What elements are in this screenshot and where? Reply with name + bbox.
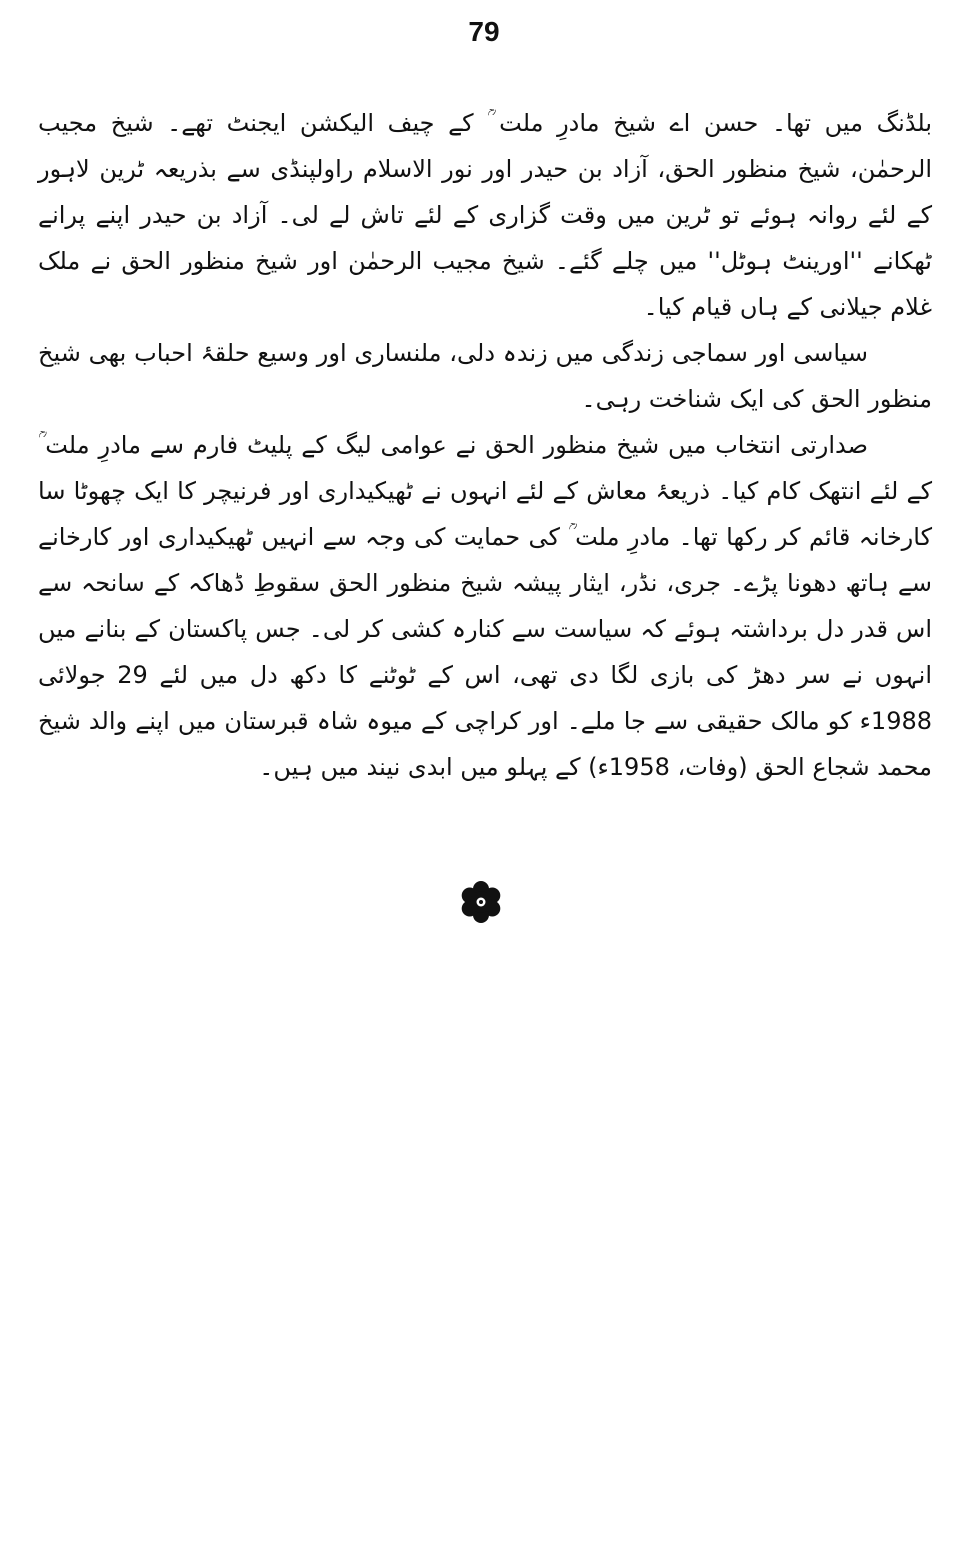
page-number: 79 (468, 16, 500, 47)
paragraph-1: بلڈنگ میں تھا۔ حسن اے شیخ مادرِ ملت ؒ کے چیف الیکشن ایجنٹ تھے۔ شیخ مجیب الرحمٰن، شیخ منظور الحق، آزاد بن حیدر اور نور الاسلام راولپنڈی سے بذریعہ ٹرین لاہور کے لئے روانہ ہوئے تو ٹرین میں وقت گزاری کے لئے تاش لے لی۔ آزاد بن حیدر اپنے پرانے ٹھکانے ''اورینٹ ہوٹل'' میں چلے گئے۔ شیخ مجیب الرحمٰن اور شیخ منظور الحق نے ملک غلام جیلانی کے ہاں قیام کیا۔ (38, 109, 932, 321)
article-body (38, 100, 932, 790)
flower-ornament-icon (459, 880, 503, 924)
paragraph-3: صدارتی انتخاب میں شیخ منظور الحق نے عوامی لیگ کے پلیٹ فارم سے مادرِ ملت ؒ کے لئے انتھک کام کیا۔ ذریعۂ معاش کے لئے انہوں نے ٹھیکیداری اور فرنیچر کا ایک چھوٹا سا کارخانہ قائم کر رکھا تھا۔ مادرِ ملت ؒ کی حمایت کی وجہ سے انہیں ٹھیکیداری اور کارخانے سے ہاتھ دھونا پڑے۔ جری، نڈر، ایثار پیشہ شیخ منظور الحق سقوطِ ڈھاکہ کے سانحہ سے اس قدر دل برداشتہ ہوئے کہ سیاست سے کنارہ کشی کر لی۔ جس پاکستان کے بنانے میں انہوں نے سر دھڑ کی بازی لگا دی تھی، اس کے ٹوٹنے کا دکھ دل میں لئے 29 جولائی 1988ء کو مالک حقیقی سے جا ملے۔ اور کراچی کے میوہ شاہ قبرستان میں اپنے والد شیخ محمد شجاع الحق (وفات، 1958ء) کے پہلو میں ابدی نیند میں ہیں۔ (38, 431, 933, 781)
paragraph-2: سیاسی اور سماجی زندگی میں زندہ دلی، ملنساری اور وسیع حلقۂ احباب بھی شیخ منظور الحق کی ایک شناخت رہی۔ (38, 339, 932, 413)
